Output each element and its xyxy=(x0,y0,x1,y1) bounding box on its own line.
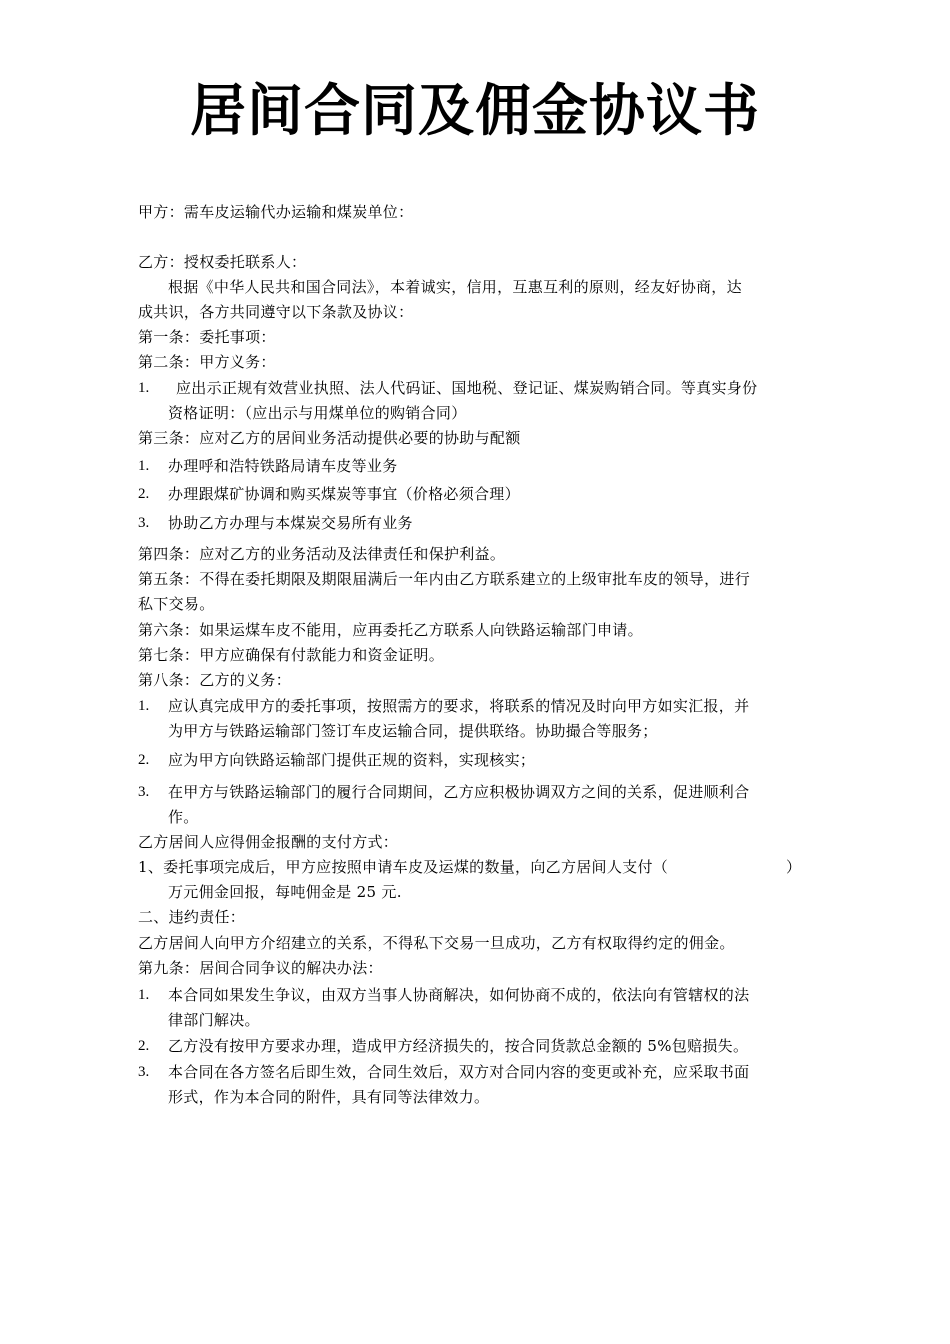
article-9-item-2-line-1: 乙方没有按甲方要求办理，造成甲方经济损失的，按合同货款总金额的 5%包赔损失。 xyxy=(168,1037,749,1055)
intro-line-1: 根据《中华人民共和国合同法》，本着诚实，信用，互惠互利的原则，经友好协商，达 xyxy=(168,278,742,296)
article-3-item-1: 办理呼和浩特铁路局请车皮等业务 xyxy=(168,457,398,475)
article-9: 第九条：居间合同争议的解决办法： xyxy=(138,959,383,977)
article-9-item-1-number: 1. xyxy=(138,987,150,1003)
article-8-item-1-line-1: 应认真完成甲方的委托事项，按照需方的要求，将联系的情况及时向甲方如实汇报，并 xyxy=(168,697,750,715)
article-7: 第七条：甲方应确保有付款能力和资金证明。 xyxy=(138,646,445,664)
article-9-item-1-line-2: 律部门解决。 xyxy=(168,1011,260,1029)
article-5-line-2: 私下交易。 xyxy=(138,595,215,613)
payment-line-2: 万元佣金回报，每吨佣金是 25 元. xyxy=(168,883,402,901)
article-3-item-2: 办理跟煤矿协调和购买煤炭等事宜（价格必须合理） xyxy=(168,485,520,503)
article-2-item-1-number: 1. xyxy=(138,380,150,396)
payment-line-1-start: 1、委托事项完成后，甲方应按照申请车皮及运煤的数量，向乙方居间人支付（ xyxy=(138,858,669,876)
article-3-item-1-number: 1. xyxy=(138,458,150,474)
article-9-item-3-number: 3. xyxy=(138,1064,150,1080)
article-2: 第二条：甲方义务： xyxy=(138,353,276,371)
article-8-item-2-number: 2. xyxy=(138,752,150,768)
article-8-item-1-number: 1. xyxy=(138,698,150,714)
article-9-item-1-line-1: 本合同如果发生争议，由双方当事人协商解决，如何协商不成的，依法向有管辖权的法 xyxy=(168,986,750,1004)
article-8-item-3-line-2: 作。 xyxy=(168,808,199,826)
payment-line-1-end: ） xyxy=(786,858,802,876)
article-8-item-3-line-1: 在甲方与铁路运输部门的履行合同期间，乙方应积极协调双方之间的关系，促进顺利合 xyxy=(168,783,750,801)
article-9-item-3-line-2: 形式，作为本合同的附件，具有同等法律效力。 xyxy=(168,1088,490,1106)
article-1: 第一条：委托事项： xyxy=(138,328,276,346)
article-6: 第六条：如果运煤车皮不能用，应再委托乙方联系人向铁路运输部门申请。 xyxy=(138,621,643,639)
payment-heading: 乙方居间人应得佣金报酬的支付方式： xyxy=(138,833,399,851)
article-9-item-2-number: 2. xyxy=(138,1038,150,1054)
article-3-item-3-number: 3. xyxy=(138,515,150,531)
party-b-line: 乙方：授权委托联系人： xyxy=(138,253,307,271)
document-title: 居间合同及佣金协议书 xyxy=(190,79,760,144)
article-4: 第四条：应对乙方的业务活动及法律责任和保护利益。 xyxy=(138,545,506,563)
article-5-line-1: 第五条：不得在委托期限及期限届满后一年内由乙方联系建立的上级审批车皮的领导，进行 xyxy=(138,570,751,588)
article-8-item-2-line-1: 应为甲方向铁路运输部门提供正规的资料，实现核实； xyxy=(168,751,536,769)
party-a-line: 甲方：需车皮运输代办运输和煤炭单位： xyxy=(138,203,414,221)
article-3-item-3: 协助乙方办理与本煤炭交易所有业务 xyxy=(168,514,413,532)
article-3: 第三条：应对乙方的居间业务活动提供必要的协助与配额 xyxy=(138,429,521,447)
article-8: 第八条：乙方的义务： xyxy=(138,671,292,689)
breach-text: 乙方居间人向甲方介绍建立的关系，不得私下交易一旦成功，乙方有权取得约定的佣金。 xyxy=(138,934,735,952)
article-2-item-1-line-1: 应出示正规有效营业执照、法人代码证、国地税、登记证、煤炭购销合同。等真实身份 xyxy=(176,379,758,397)
article-3-item-2-number: 2. xyxy=(138,486,150,502)
intro-line-2: 成共识，各方共同遵守以下条款及协议： xyxy=(138,303,414,321)
article-8-item-3-number: 3. xyxy=(138,784,150,800)
breach-heading: 二、违约责任： xyxy=(138,908,246,926)
article-2-item-1-line-2: 资格证明：（应出示与用煤单位的购销合同） xyxy=(168,404,467,422)
article-8-item-1-line-2: 为甲方与铁路运输部门签订车皮运输合同，提供联络。协助撮合等服务； xyxy=(168,722,658,740)
article-9-item-3-line-1: 本合同在各方签名后即生效，合同生效后，双方对合同内容的变更或补充，应采取书面 xyxy=(168,1063,750,1081)
